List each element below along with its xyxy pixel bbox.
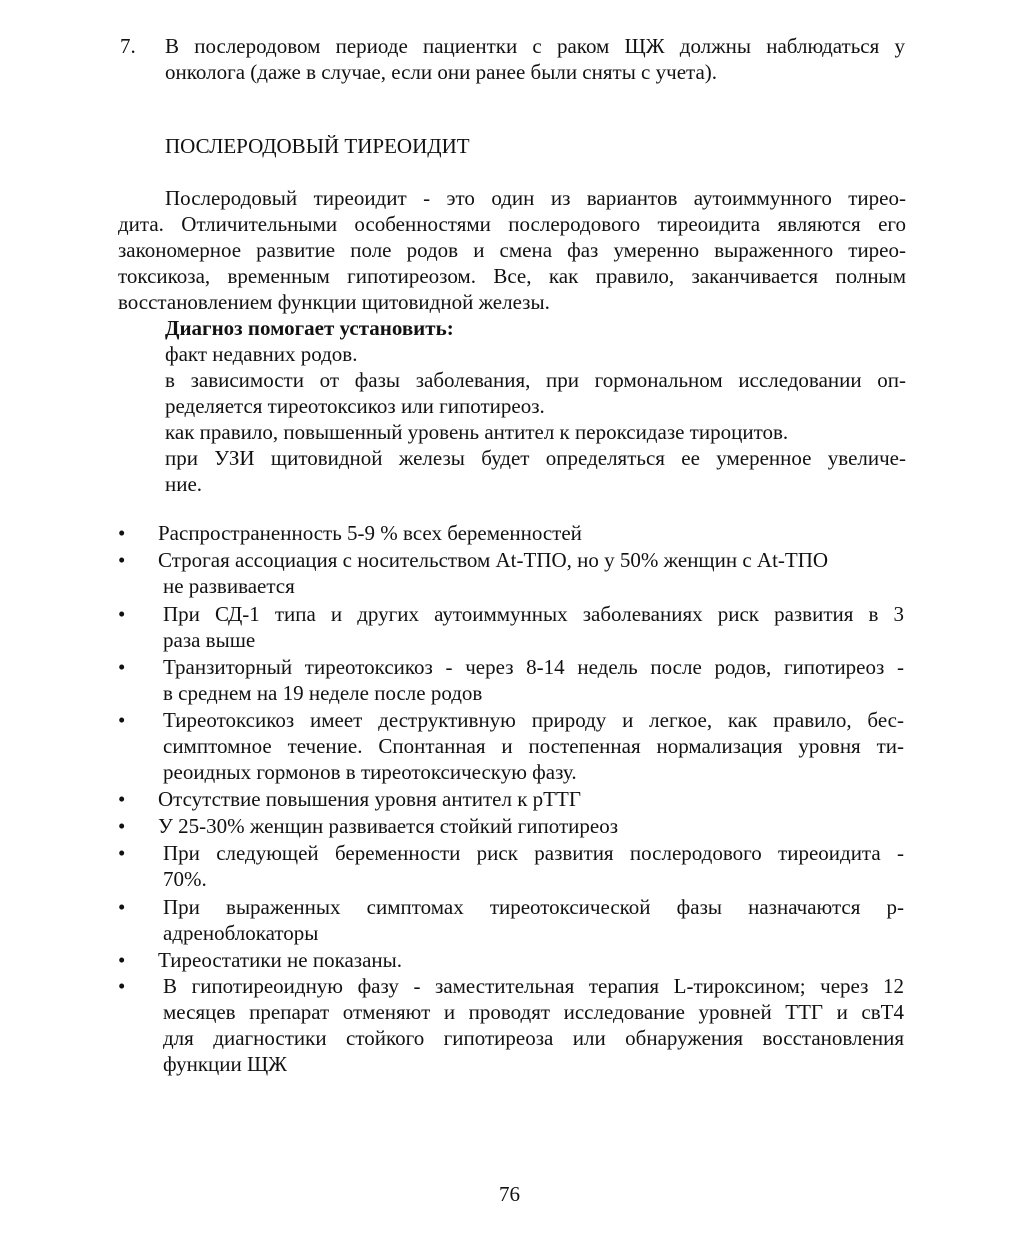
intro-line: Послеродовый тиреоидит - это один из вариантов аутоиммунного тирео- — [165, 186, 906, 210]
diagnosis-line: ние. — [165, 472, 203, 496]
bullet-text: Отсутствие повышения уровня антител к рТТГ — [158, 787, 581, 811]
diagnosis-line: в зависимости от фазы заболевания, при гормональном исследовании оп- — [165, 368, 906, 392]
bullet-text: симптомное течение. Спонтанная и постепенная нормализация уровня ти- — [163, 734, 904, 758]
item-number: 7. — [120, 34, 136, 58]
bullet-text: месяцев препарат отменяют и проводят исследование уровней ТТГ и свТ4 — [163, 1000, 904, 1024]
bullet-marker: • — [118, 548, 126, 572]
intro-line: восстановлением функции щитовидной железы. — [118, 290, 550, 314]
bullet-text: раза выше — [163, 628, 256, 652]
bullet-text: Тиреотоксикоз имеет деструктивную природу и легкое, как правило, бес- — [163, 708, 904, 732]
diagnosis-title: Диагноз помогает установить: — [165, 316, 454, 340]
bullet-text: для диагностики стойкого гипотиреоза или обнаружения восстановления — [163, 1026, 904, 1050]
bullet-text: В гипотиреоидную фазу - заместительная терапия L-тироксином; через 12 — [163, 974, 904, 998]
bullet-marker: • — [118, 602, 126, 626]
bullet-text: Распространенность 5-9 % всех беременностей — [158, 521, 582, 545]
bullet-marker: • — [118, 974, 126, 998]
bullet-marker: • — [118, 708, 126, 732]
diagnosis-line: при УЗИ щитовидной железы будет определяться ее умеренное увеличе- — [165, 446, 906, 470]
section-heading: ПОСЛЕРОДОВЫЙ ТИРЕОИДИТ — [165, 134, 470, 158]
bullet-text: в среднем на 19 неделе после родов — [163, 681, 483, 705]
bullet-text: реоидных гормонов в тиреотоксическую фазу. — [163, 760, 577, 784]
item7-line: онколога (даже в случае, если они ранее были сняты с учета). — [165, 60, 718, 84]
diagnosis-line: как правило, повышенный уровень антител к пероксидазе тироцитов. — [165, 420, 789, 444]
bullet-text: При следующей беременности риск развития послеродового тиреоидита - — [163, 841, 904, 865]
bullet-text: 70%. — [163, 867, 207, 891]
bullet-marker: • — [118, 948, 126, 972]
diagnosis-line: факт недавних родов. — [165, 342, 358, 366]
bullet-marker: • — [118, 655, 126, 679]
bullet-text: При выраженных симптомах тиреотоксической фазы назначаются р- — [163, 895, 904, 919]
bullet-marker: • — [118, 841, 126, 865]
intro-line: закономерное развитие поле родов и смена фаз умеренно выраженного тирео- — [118, 238, 906, 262]
bullet-marker: • — [118, 787, 126, 811]
bullet-text: У 25-30% женщин развивается стойкий гипотиреоз — [158, 814, 618, 838]
intro-line: токсикоза, временным гипотиреозом. Все, как правило, заканчивается полным — [118, 264, 906, 288]
bullet-text: не развивается — [163, 574, 295, 598]
page-number: 76 — [499, 1182, 520, 1206]
bullet-marker: • — [118, 521, 126, 545]
bullet-text: При СД-1 типа и других аутоиммунных заболеваниях риск развития в 3 — [163, 602, 904, 626]
intro-line: дита. Отличительными особенностями послеродового тиреоидита являются его — [118, 212, 906, 236]
item7-line: В послеродовом периоде пациентки с раком ЩЖ должны наблюдаться у — [165, 34, 905, 58]
bullet-text: адреноблокаторы — [163, 921, 319, 945]
bullet-marker: • — [118, 895, 126, 919]
bullet-text: функции ЩЖ — [163, 1052, 287, 1076]
diagnosis-line: ределяется тиреотоксикоз или гипотиреоз. — [165, 394, 545, 418]
bullet-text: Тиреостатики не показаны. — [158, 948, 402, 972]
bullet-marker: • — [118, 814, 126, 838]
bullet-text: Транзиторный тиреотоксикоз - через 8-14 недель после родов, гипотиреоз - — [163, 655, 904, 679]
bullet-text: Строгая ассоциация с носительством At-ТПО, но у 50% женщин с At-ТПО — [158, 548, 829, 572]
